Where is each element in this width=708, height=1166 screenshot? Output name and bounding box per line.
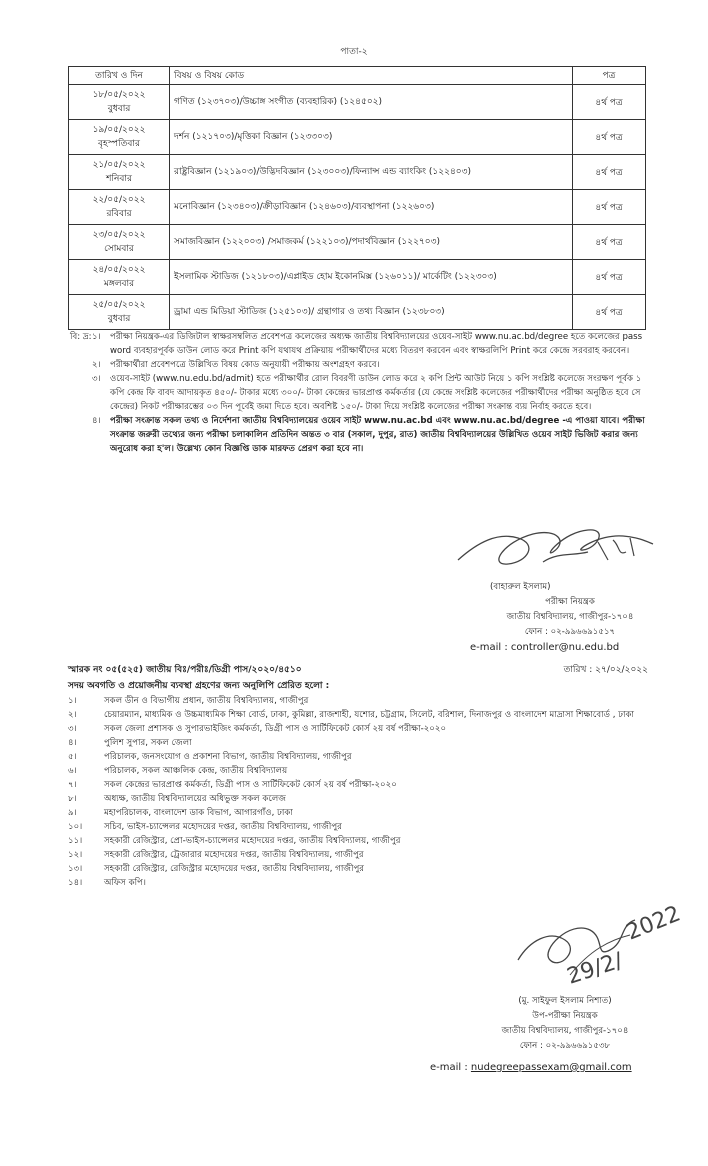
- recipient-text: পরিচালক, সকল আঞ্চলিক কেন্দ্র, জাতীয় বিশ্ববিদ্যালয়: [104, 766, 288, 776]
- note-item: [70, 372, 650, 414]
- recipient-number: ৪।: [68, 738, 77, 748]
- note-number: ২।: [92, 360, 101, 370]
- recipient-number: ৩।: [68, 724, 77, 734]
- signatory-deputy-phone: ফোন : ০২-৯৯৬৬৯১৫৩৮: [519, 1041, 611, 1051]
- recipient-text: সহকারী রেজিস্ট্রার, প্রো-ভাইস-চ্যান্সেলর মহোদয়ের দপ্তর, জাতীয় বিশ্ববিদ্যালয়, গাজীপুর: [104, 836, 401, 846]
- table-row: [69, 155, 646, 190]
- recipient-item: [68, 736, 658, 750]
- signatory-controller-block: [470, 580, 670, 640]
- deputy-email-link[interactable]: nudegreepassexam@gmail.com: [470, 1062, 632, 1073]
- table-row: [69, 295, 646, 330]
- recipient-item: [68, 806, 658, 820]
- exam-date: ২৫/০৫/২০২২: [92, 300, 146, 310]
- header-date: তারিখ ও দিন: [69, 67, 170, 85]
- notes-section: [70, 330, 650, 456]
- recipient-text: পুলিশ সুপার, সকল জেলা: [104, 738, 192, 748]
- paper-cell: ৪র্থ পত্র: [573, 295, 646, 330]
- date-cell: [69, 295, 170, 330]
- exam-day: বুধবার: [107, 104, 131, 114]
- paper-cell: ৪র্থ পত্র: [573, 85, 646, 120]
- recipient-number: ১৪।: [68, 878, 83, 888]
- recipient-text: অফিস কপি।: [104, 878, 146, 888]
- paper-cell: ৪র্থ পত্র: [573, 190, 646, 225]
- signatory-deputy-email-line: [430, 1062, 632, 1073]
- paper-cell: ৪র্থ পত্র: [573, 225, 646, 260]
- table-row: [69, 85, 646, 120]
- table-row: [69, 190, 646, 225]
- subject-cell: রাষ্ট্রবিজ্ঞান (১২১৯০৩)/উদ্ভিদবিজ্ঞান (১২৩০০৩)/ফিন্যান্স এন্ড ব্যাংকিং (১২২৪০৩): [170, 155, 573, 190]
- exam-day: বুধবার: [107, 314, 131, 324]
- table-header-row: [69, 67, 646, 85]
- signature-deputy-controller: [510, 880, 708, 990]
- header-paper: পত্র: [573, 67, 646, 85]
- recipient-number: ৫।: [68, 752, 77, 762]
- table-row: [69, 260, 646, 295]
- signatory-deputy-org: জাতীয় বিশ্ববিদ্যালয়, গাজীপুর-১৭০৪: [501, 1026, 629, 1036]
- recipient-number: ২।: [68, 710, 77, 720]
- recipient-item: [68, 848, 658, 862]
- table-row: [69, 120, 646, 155]
- note-number: ৩।: [92, 374, 101, 384]
- recipient-item: [68, 750, 658, 764]
- note-item: [70, 414, 650, 456]
- page-label: পাতা-২: [340, 47, 368, 57]
- exam-day: মঙ্গলবার: [103, 279, 135, 289]
- exam-day: শনিবার: [106, 174, 132, 184]
- paper-cell: ৪র্থ পত্র: [573, 155, 646, 190]
- paper-cell: ৪র্থ পত্র: [573, 260, 646, 295]
- note-prefix: [70, 372, 92, 414]
- subject-cell: মনোবিজ্ঞান (১২৩৪০৩)/ক্রীড়াবিজ্ঞান (১২৪৬০৩)/ব্যবস্থাপনা (১২২৬০৩): [170, 190, 573, 225]
- recipient-number: ১১।: [68, 836, 83, 846]
- date-cell: [69, 120, 170, 155]
- subject-cell: দর্শন (১২১৭০৩)/মৃত্তিকা বিজ্ঞান (১২৩৩০৩): [170, 120, 573, 155]
- exam-schedule-table: [68, 66, 646, 330]
- header-subject: বিষয় ও বিষয় কোড: [170, 67, 573, 85]
- date-cell: [69, 85, 170, 120]
- subject-cell: ড্রামা এন্ড মিডিয়া স্টাডিজ (১২৫১০৩)/ গ্রন্থাগার ও তথ্য বিজ্ঞান (১২৩৮০৩): [170, 295, 573, 330]
- recipient-number: ৯।: [68, 808, 77, 818]
- exam-day: সোমবার: [104, 244, 134, 254]
- recipient-text: সহকারী রেজিস্ট্রার, রেজিস্ট্রার মহোদয়ের দপ্তর, জাতীয় বিশ্ববিদ্যালয়, গাজীপুর: [104, 864, 365, 874]
- note-prefix: বি: দ্র:: [70, 332, 92, 342]
- controller-email-link[interactable]: controller@nu.edu.bd: [510, 642, 620, 653]
- exam-day: বৃহস্পতিবার: [98, 139, 140, 149]
- email-label: e-mail :: [430, 1062, 468, 1073]
- signatory-deputy-title: উপ-পরীক্ষা নিয়ন্ত্রক: [532, 1011, 598, 1021]
- recipient-item: [68, 722, 658, 736]
- signatory-controller-title: পরীক্ষা নিয়ন্ত্রক: [545, 597, 595, 607]
- note-prefix: [70, 414, 92, 456]
- signatory-deputy-name: (মু. সাইফুল ইসলাম নিশাত): [518, 996, 612, 1006]
- recipient-number: ৬।: [68, 766, 77, 776]
- exam-day: রবিবার: [106, 209, 132, 219]
- note-text: পরীক্ষার্থীরা প্রবেশপত্রে উল্লিখিত বিষয় কোড অনুযায়ী পরীক্ষায় অংশগ্রহণ করবে।: [110, 360, 380, 370]
- note-prefix: [70, 358, 92, 372]
- date-cell: [69, 155, 170, 190]
- recipient-item: [68, 820, 658, 834]
- svg-text:29/2/: 29/2/: [564, 948, 626, 990]
- date-cell: [69, 190, 170, 225]
- signatory-controller-org: জাতীয় বিশ্ববিদ্যালয়, গাজীপুর-১৭০৪: [506, 612, 634, 622]
- memo-reference: স্মারক নং ০৫(৫২৫) জাতীয় বিঃ/পরীঃ/ডিগ্রী পাস/২০২০/৪৫১০: [68, 665, 302, 675]
- recipient-item: [68, 778, 658, 792]
- exam-date: ২২/০৫/২০২২: [92, 195, 146, 205]
- email-label: e-mail :: [470, 642, 508, 653]
- recipient-text: সচিব, ভাইস-চ্যান্সেলর মহোদয়ের দপ্তর, জাতীয় বিশ্ববিদ্যালয়, গাজীপুর: [104, 822, 342, 832]
- recipient-number: ১০।: [68, 822, 83, 832]
- recipient-text: সকল ডীন ও বিভাগীয় প্রধান, জাতীয় বিশ্ববিদ্যালয়, গাজীপুর: [104, 696, 309, 706]
- recipient-item: [68, 694, 658, 708]
- recipient-number: ৮।: [68, 794, 77, 804]
- recipient-text: অধ্যক্ষ, জাতীয় বিশ্ববিদ্যালয়ের অধিভুক্ত সকল কলেজ: [104, 794, 286, 804]
- date-cell: [69, 225, 170, 260]
- recipient-number: ১২।: [68, 850, 83, 860]
- memo-line: [68, 662, 648, 677]
- recipient-list: [68, 694, 658, 890]
- subject-cell: ইসলামিক স্টাডিজ (১২১৮০৩)/এপ্লাইড হোম ইকোনমিক্স (১২৬০১১)/ মার্কেটিং (১২২৩০৩): [170, 260, 573, 295]
- note-item: [70, 358, 650, 372]
- recipient-text: চেয়ারম্যান, মাধ্যমিক ও উচ্চমাধ্যমিক শিক্ষা বোর্ড, ঢাকা, কুমিল্লা, রাজশাহী, যশোর, চট্টগ্রাম, সিলেট, বরিশাল, দিনাজপুর ও বাংলাদেশ মাদ্রাসা শিক্ষাবোর্ড , ঢাকা: [104, 710, 635, 720]
- note-item: [70, 330, 650, 358]
- svg-text:2022: 2022: [622, 901, 685, 946]
- recipient-item: [68, 834, 658, 848]
- date-cell: [69, 260, 170, 295]
- paper-cell: ৪র্থ পত্র: [573, 120, 646, 155]
- table-row: [69, 225, 646, 260]
- exam-date: ১৮/০৫/২০২২: [92, 90, 146, 100]
- recipient-text: সকল জেলা প্রশাসক ও সুপারভাইজিং কর্মকর্তা, ডিগ্রী পাস ও সার্টিফিকেট কোর্স ২য় বর্ষ পরীক্ষা-২০২০: [104, 724, 447, 734]
- recipient-number: ১৩।: [68, 864, 83, 874]
- subject-cell: গণিত (১২৩৭০৩)/উচ্চাঙ্গ সংগীত (ব্যবহারিক) (১২৪৫০২): [170, 85, 573, 120]
- signatory-deputy-block: [470, 994, 660, 1054]
- note-number: ১।: [92, 332, 101, 342]
- recipient-number: ১।: [68, 696, 77, 706]
- recipient-item: [68, 708, 658, 722]
- subject-cell: সমাজবিজ্ঞান (১২২০০৩) /সমাজকর্ম (১২২১০৩)/পদার্থবিজ্ঞান (১২২৭০৩): [170, 225, 573, 260]
- recipient-number: ৭।: [68, 780, 77, 790]
- recipient-item: [68, 764, 658, 778]
- signature-controller: [448, 512, 658, 582]
- recipient-text: সকল কেন্দ্রের ভারপ্রাপ্ত কর্মকর্তা, ডিগ্রী পাস ও সার্টিফিকেট কোর্স ২য় বর্ষ পরীক্ষা-২০২০: [104, 780, 397, 790]
- recipient-text: পরিচালক, জনসংযোগ ও প্রকাশনা বিভাগ, জাতীয় বিশ্ববিদ্যালয়, গাজীপুর: [104, 752, 352, 762]
- note-text: ওয়েব-সাইট (www.nu.edu.bd/admit) হতে পরীক্ষার্থীর রোল বিবরণী ডাউন লোড করে ২ কপি প্রিন্ট আউট নিয়ে ১ কপি সংশ্লিষ্ট কলেজে সংরক্ষণ পূর্বক ১ কপি কেন্দ্র ফি বাবদ আদায়কৃত ৪৫০/- টাকার মধ্যে ৩০০/- টাকা কেন্দ্রের ভারপ্রাপ্ত কর্মকর্তার (যে কেন্দ্রে সংশ্লিষ্ট কলেজের পরীক্ষার্থীদের পরীক্ষা অনুষ্ঠিত হবে সে কেন্দ্রের) নিকট পরীক্ষারম্ভের ০৩ দিন পূর্বেই জমা দিতে হবে। অবশিষ্ট ১৫০/- টাকা দিয়ে সংশ্লিষ্ট কলেজের পরীক্ষা সংক্রান্ত ব্যয় নির্বাহ করতে হবে।: [110, 374, 642, 412]
- table-body: [69, 85, 646, 330]
- signatory-controller-phone: ফোন : ০২-৯৯৬৬৯১৫১৭: [524, 627, 616, 637]
- recipient-item: [68, 862, 658, 876]
- recipient-text: মহাপরিচালক, বাংলাদেশ ডাক বিভাগ, আগারগাঁও, ঢাকা: [104, 808, 293, 818]
- note-number: ৪।: [92, 416, 101, 426]
- signatory-controller-email-line: [470, 642, 619, 653]
- signatory-controller-name: (বাহারুল ইসলাম): [490, 582, 551, 592]
- exam-date: ২১/০৫/২০২২: [92, 160, 146, 170]
- exam-date: ২৩/০৫/২০২২: [92, 230, 146, 240]
- recipient-item: [68, 792, 658, 806]
- note-text: পরীক্ষা নিয়ন্ত্রক-এর ডিজিটাল স্বাক্ষরসম্বলিত প্রবেশপত্র কলেজের অধ্যক্ষ জাতীয় বিশ্ববিদ্যালয়ের ওয়েব-সাইট www.nu.ac.bd/degree হতে কলেজের pass word ব্যবহারপূর্বক ডাউন লোড করে Print কপি যথাযথ প্রক্রিয়ায় পরীক্ষার্থীদের মধ্যে বিতরণ করবেন এবং স্বাক্ষরলিপি Print করে কেন্দ্রে সরবরাহ করবেন।: [110, 332, 643, 356]
- exam-date: ১৯/০৫/২০২২: [92, 125, 146, 135]
- note-text: পরীক্ষা সংক্রান্ত সকল তথ্য ও নির্দেশনা জাতীয় বিশ্ববিদ্যালয়ের ওয়েব সাইট www.nu.ac.bd এবং www.nu.ac.bd/degree -এ পাওয়া যাবে। পরীক্ষা সংক্রান্ত জরুরী তথ্যের জন্য পরীক্ষা চলাকালিন প্রতিদিন অন্তত ৩ বার (সকাল, দুপুর, রাত) জাতীয় বিশ্ববিদ্যালয়ের উল্লিখিত ওয়েব সাইট ভিজিট করার জন্য অনুরোধ করা হ'ল। উল্লেখ্য কোন বিজ্ঞপ্তি ডাক মারফত প্রেরণ করা হবে না।: [110, 416, 645, 454]
- exam-date: ২৪/০৫/২০২২: [92, 265, 146, 275]
- recipient-text: সহকারী রেজিস্ট্রার, ট্রেজারার মহোদয়ের দপ্তর, জাতীয় বিশ্ববিদ্যালয়, গাজীপুর: [104, 850, 364, 860]
- copy-heading: সদয় অবগতি ও প্রয়োজনীয় ব্যবস্থা গ্রহণের জন্য অনুলিপি প্রেরিত হলো :: [68, 681, 330, 691]
- memo-date: তারিখ : ২৭/০২/২০২২: [563, 665, 648, 675]
